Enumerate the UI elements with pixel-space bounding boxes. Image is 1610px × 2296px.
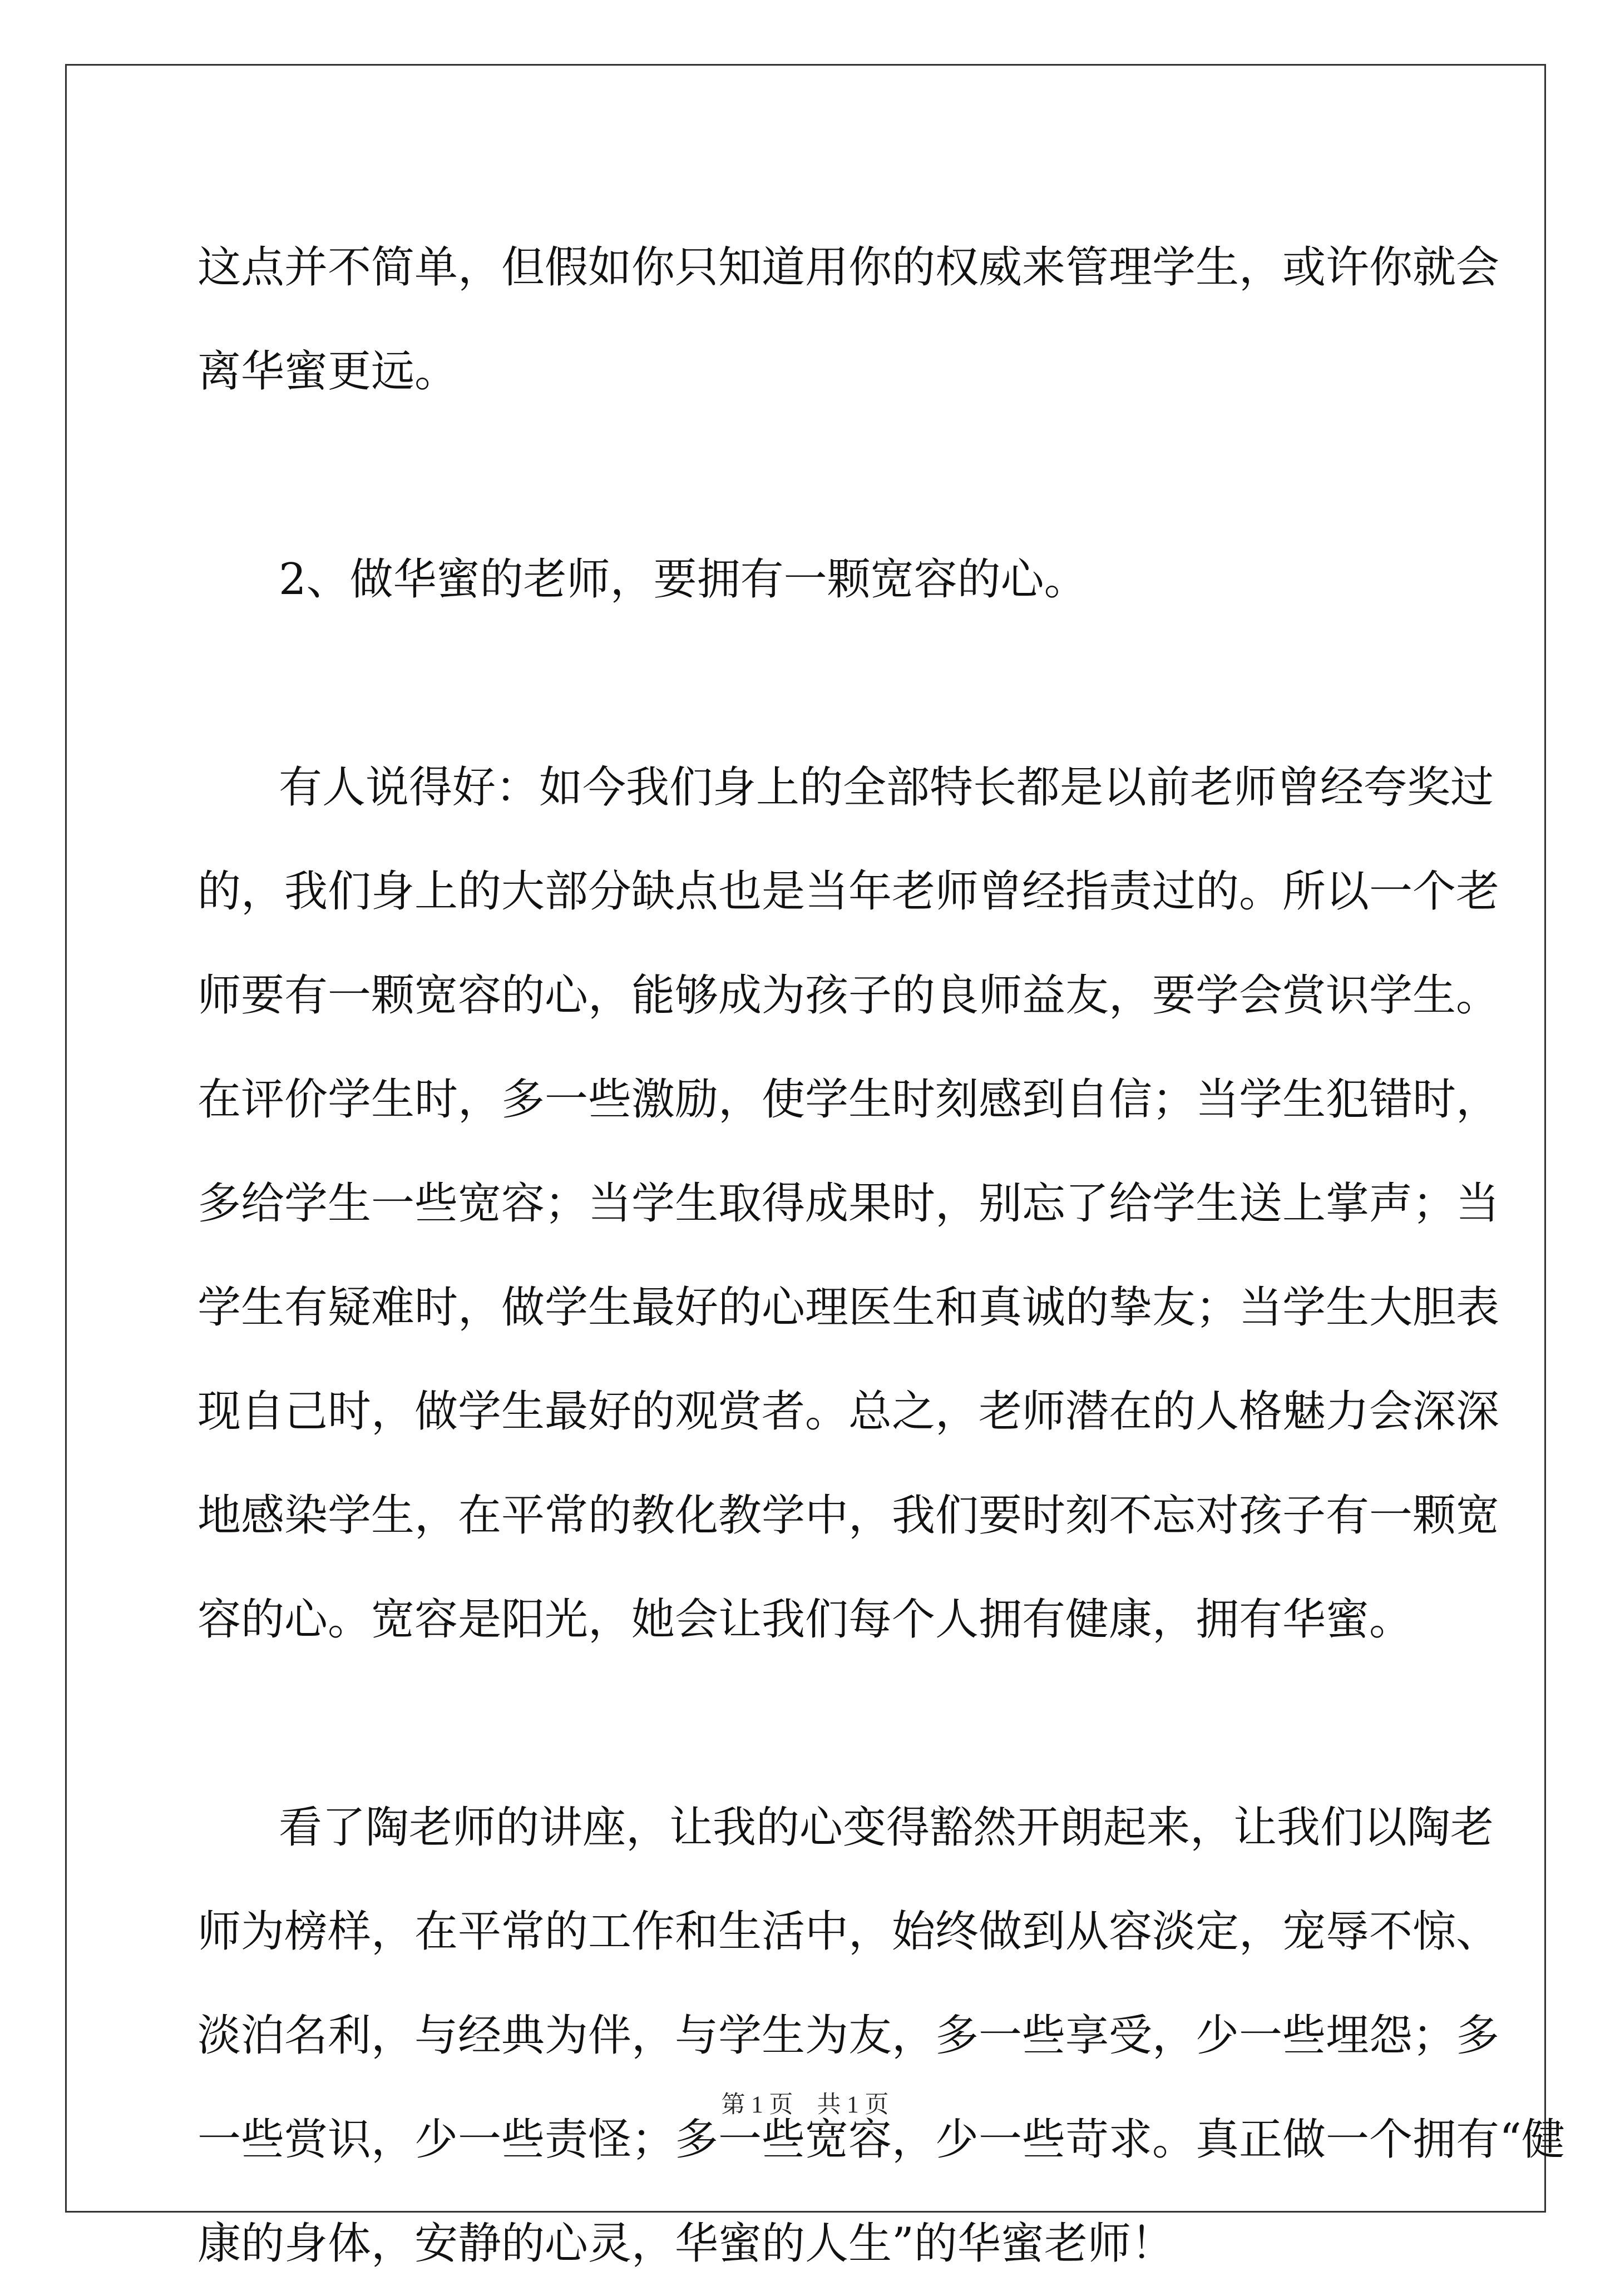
text-line: 地感染学生，在平常的教化教学中，我们要时刻不忘对孩子有一颗宽 — [197, 1491, 1500, 1541]
text-line: 的，我们身上的大部分缺点也是当年老师曾经指责过的。所以一个老 — [197, 867, 1500, 917]
text-line: 康的身体，安静的心灵，华蜜的人生”的华蜜老师！ — [197, 2219, 1174, 2269]
text-line: 师要有一颗宽容的心，能够成为孩子的良师益友，要学会赏识学生。 — [197, 971, 1500, 1021]
paragraph-first-line: 看了陶老师的讲座，让我的心变得豁然开朗起来，让我们以陶老 — [279, 1803, 1494, 1853]
page-number-footer: 第 1 页 共 1 页 — [721, 2092, 889, 2118]
text-line: 离华蜜更远。 — [197, 347, 458, 397]
text-line — [197, 736, 1494, 840]
document-body — [197, 216, 1565, 2296]
text-line: 多给学生一些宽容；当学生取得成果时，别忘了给学生送上掌声；当 — [197, 1179, 1500, 1229]
text-line: 这点并不简单，但假如你只知道用你的权威来管理学生，或许你就会 — [197, 243, 1500, 293]
paragraph-gap — [197, 1672, 1421, 1776]
text-line: 一些赏识，少一些责怪；多一些宽容，少一些苛求。真正做一个拥有“健 — [197, 2115, 1565, 2165]
text-line: 容的心。宽容是阳光，她会让我们每个人拥有健康，拥有华蜜。 — [197, 1595, 1413, 1645]
text-line: 淡泊名利，与经典为伴，与学生为友，多一些享受，少一些埋怨；多 — [197, 2011, 1500, 2061]
text-line: 在评价学生时，多一些激励，使学生时刻感到自信；当学生犯错时， — [197, 1075, 1500, 1125]
heading-text: 2、做华蜜的老师，要拥有一颗宽容的心。 — [279, 555, 1088, 605]
text-line — [197, 1776, 1494, 1880]
paragraph-first-line: 有人说得好：如今我们身上的全部特长都是以前老师曾经夸奖过 — [279, 763, 1494, 813]
text-line: 学生有疑难时，做学生最好的心理医生和真诚的挚友；当学生大胆表 — [197, 1283, 1500, 1333]
paragraph-gap — [197, 424, 1421, 528]
paragraph-gap — [197, 632, 1421, 736]
paragraph-heading — [197, 528, 1421, 632]
text-line: 师为榜样，在平常的工作和生活中，始终做到从容淡定，宠辱不惊、 — [197, 1907, 1500, 1957]
text-line: 现自己时，做学生最好的观赏者。总之，老师潜在的人格魅力会深深 — [197, 1387, 1500, 1437]
